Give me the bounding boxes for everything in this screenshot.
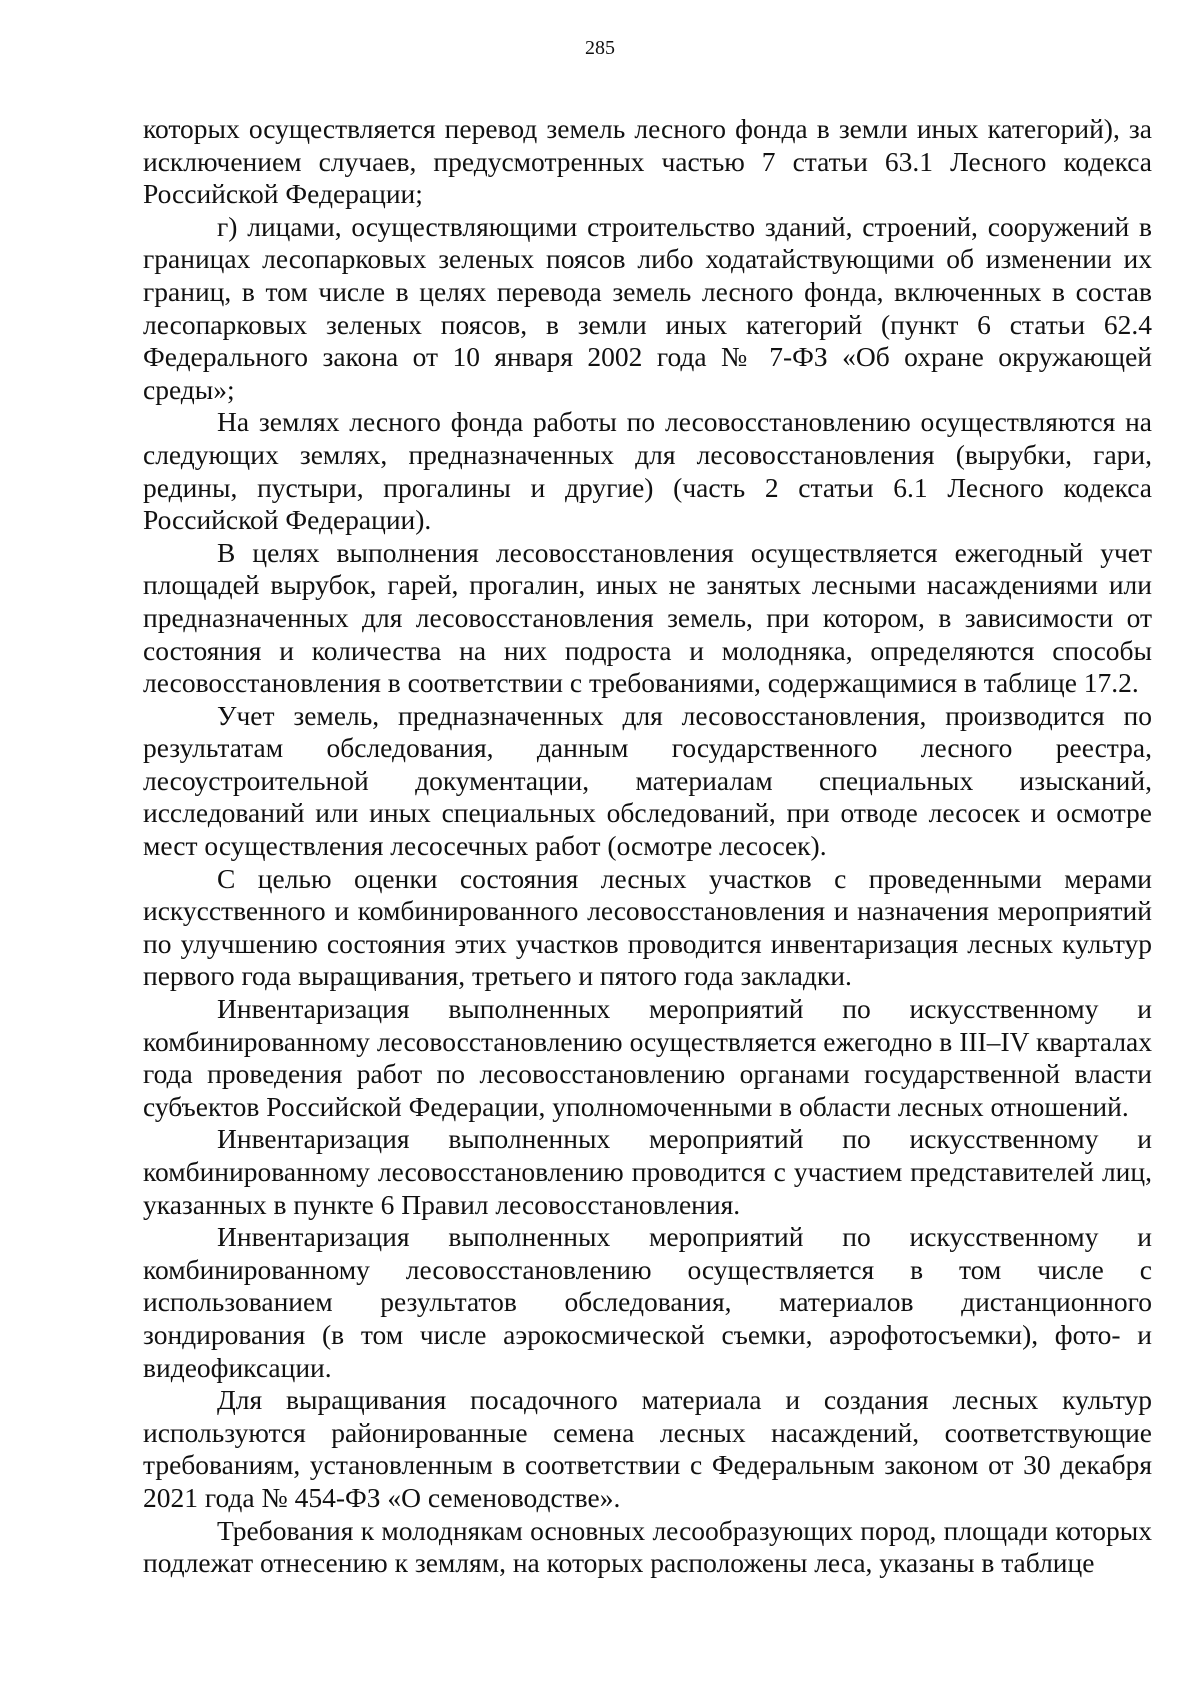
- paragraph-assessment-purpose: С целью оценки состояния лесных участков с проведенными мерами искусственного и комбинированного лесовосстановления и назначения мероприятий по улучшению состояния этих участков проводится инвентаризация лесных культур первого года выращивания, третьего и пятого года закладки.: [143, 862, 1152, 992]
- paragraph-annual-accounting: В целях выполнения лесовосстановления осуществляется ежегодный учет площадей вырубок, гарей, прогалин, иных не занятых лесными насаждениями или предназначенных для лесовосстановления земель, при котором, в зависимости от состояния и количества на них подроста и молодняка, определяются способы лесовосстановления в соответствии с требованиями, содержащимися в таблице 17.2.: [143, 536, 1152, 699]
- paragraph-seed-material: Для выращивания посадочного материала и создания лесных культур используются районированные семена лесных насаждений, соответствующие требованиям, установленным в соответствии с Федеральным законом от 30 декабря 2021 года № 454-ФЗ «О семеноводстве».: [143, 1384, 1152, 1513]
- paragraph-reforestation-lands: На землях лесного фонда работы по лесовосстановлению осуществляются на следующих землях, предназначенных для лесовосстановления (вырубки, гари, редины, пустыри, прогалины и другие) (часть 2 статьи 6.1 Лесного кодекса Российской Федерации).: [143, 406, 1152, 536]
- paragraph-young-stands-requirements: Требования к молоднякам основных лесообразующих пород, площади которых подлежат отнесению к землям, на которых расположены леса, указаны в таблице: [143, 1514, 1152, 1579]
- page-number: 285: [585, 37, 615, 59]
- paragraph-item-g: г) лицами, осуществляющими строительство зданий, строений, сооружений в границах лесопарковых зеленых поясов либо ходатайствующими об изменении их границ, в том числе в целях перевода земель лесного фонда, включенных в состав лесопарковых зеленых поясов, в земли иных категорий (пункт 6 статьи 62.4 Федерального закона от 10 января 2002 года № 7-ФЗ «Об охране окружающей среды»;: [143, 210, 1152, 405]
- body-text: [143, 113, 1152, 1580]
- paragraph-land-accounting: Учет земель, предназначенных для лесовосстановления, производится по результатам обследования, данным государственного лесного реестра, лесоустроительной документации, материалам специальных изысканий, исследований или иных специальных обследований, при отводе лесосек и осмотре мест осуществления лесосечных работ (осмотре лесосек).: [143, 699, 1152, 862]
- paragraph-inventory-participants: Инвентаризация выполненных мероприятий по искусственному и комбинированному лесовосстановлению проводится с участием представителей лиц, указанных в пункте 6 Правил лесовосстановления.: [143, 1123, 1152, 1220]
- paragraph-inventory-methods: Инвентаризация выполненных мероприятий по искусственному и комбинированному лесовосстановлению осуществляется в том числе с использованием результатов обследования, материалов дистанционного зондирования (в том числе аэрокосмической съемки, аэрофотосъемки), фото- и видеофиксации.: [143, 1221, 1152, 1383]
- paragraph-continuation: которых осуществляется перевод земель лесного фонда в земли иных категорий), за исключением случаев, предусмотренных частью 7 статьи 63.1 Лесного кодекса Российской Федерации;: [143, 113, 1152, 210]
- paragraph-inventory-timing: Инвентаризация выполненных мероприятий по искусственному и комбинированному лесовосстановлению осуществляется ежегодно в III–IV кварталах года проведения работ по лесовосстановлению органами государственной власти субъектов Российской Федерации, уполномоченными в области лесных отношений.: [143, 993, 1152, 1122]
